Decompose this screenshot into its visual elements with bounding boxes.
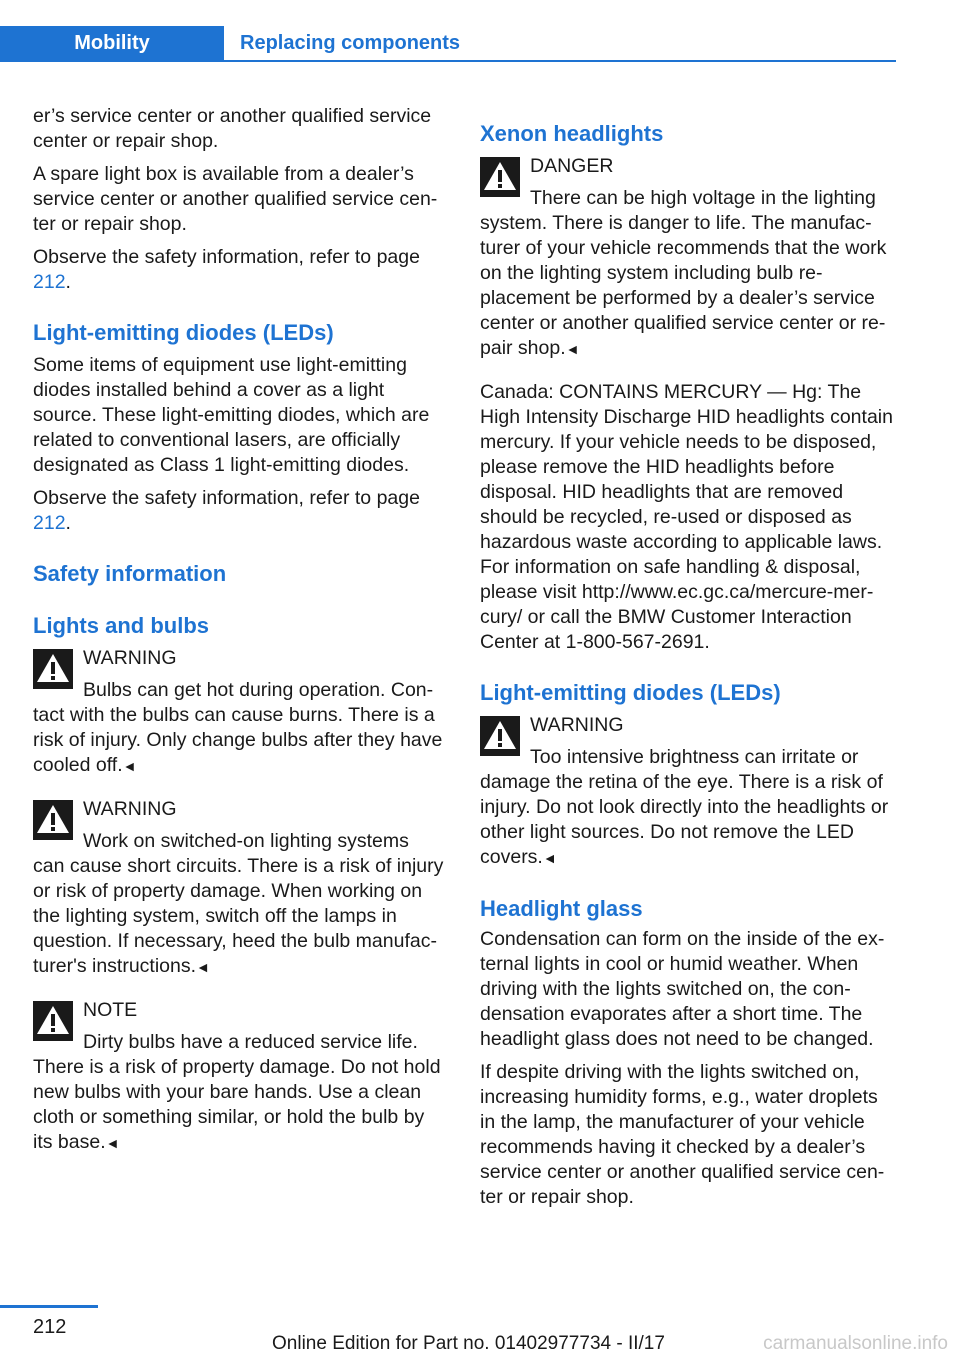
section-heading-safety: Safety information	[33, 561, 227, 586]
warning-text: Bulbs can get hot during operation. Con-	[83, 679, 434, 701]
warning-triangle-icon	[480, 157, 520, 197]
warning-text: can cause short circuits. There is a risk of injury or risk of property damage. When working on the lighting system, switch off the lamps in question. If necessary, heed the bulb manufacturer's instructions.◄	[33, 855, 444, 977]
page-link[interactable]: 212	[33, 512, 66, 534]
right-column	[480, 104, 896, 1218]
warning-block	[480, 713, 896, 871]
end-mark: ◄	[542, 850, 557, 866]
note-text: Dirty bulbs have a reduced service life.	[83, 1031, 418, 1053]
note-block	[33, 998, 449, 1156]
subsection-heading-leds: Light-emitting diodes (LEDs)	[480, 680, 781, 705]
section-heading-leds: Light-emitting diodes (LEDs)	[33, 320, 334, 345]
tab-mobility[interactable]: Mobility	[0, 26, 224, 60]
paragraph: Some items of equipment use light-emitting diodes installed behind a cover as a light source. These light-emitting diodes, which are related to conventional lasers, are officially designated as Class 1 light-emitting diodes.	[33, 354, 430, 476]
warning-label: WARNING	[83, 647, 177, 669]
paragraph: A spare light box is available from a dealer’s service center or another qualified service center or repair shop.	[33, 163, 438, 235]
warning-text: Too intensive brightness can irritate or	[530, 746, 859, 768]
footer-rule	[0, 1305, 98, 1308]
warning-text: Work on switched-on lighting systems	[83, 830, 409, 852]
danger-label: DANGER	[530, 155, 614, 177]
paragraph: If despite driving with the lights switched on, increasing humidity forms, e.g., water droplets in the lamp, the manufacturer of your vehicle recommends having it checked by a dealer’s service center or another qualified service center or repair shop.	[480, 1061, 885, 1208]
watermark: carmanualsonline.info	[763, 1333, 948, 1354]
paragraph	[33, 486, 449, 536]
text: Observe the safety information, refer to page	[33, 246, 420, 268]
end-mark: ◄	[196, 959, 210, 975]
left-column	[33, 104, 449, 1174]
subsection-heading-lights: Lights and bulbs	[33, 613, 209, 638]
paragraph	[33, 245, 449, 295]
danger-text: There can be high voltage in the lighting	[530, 187, 876, 209]
danger-text: system. There is danger to life. The manufacturer of your vehicle recommends that the work on the lighting system including bulb replacement be performed by a dealer’s service center or another qualified service center or repair shop.◄	[480, 212, 887, 359]
page-link[interactable]: 212	[33, 271, 66, 293]
warning-block	[33, 797, 449, 980]
paragraph: er’s service center or another qualified service center or repair shop.	[33, 105, 432, 152]
tab-replacing-components[interactable]: Replacing components	[240, 31, 461, 54]
danger-block	[480, 154, 896, 362]
text: .	[65, 271, 71, 293]
note-text: There is a risk of property damage. Do not hold new bulbs with your bare hands. Use a clean cloth or something similar, or hold the bulb by its base.◄	[33, 1056, 441, 1153]
page-number: 212	[33, 1316, 67, 1338]
end-mark: ◄	[565, 341, 580, 357]
warning-triangle-icon	[33, 1001, 73, 1041]
edition-line: Online Edition for Part no. 01402977734 - II/17	[272, 1333, 665, 1354]
warning-label: WARNING	[83, 798, 177, 820]
end-mark: ◄	[105, 1135, 120, 1151]
text: .	[65, 512, 71, 534]
warning-label: WARNING	[530, 714, 624, 736]
end-mark: ◄	[122, 758, 137, 774]
warning-text: damage the retina of the eye. There is a risk of injury. Do not look directly into the headlights or other light sources. Do not remove the LED covers.◄	[480, 771, 889, 868]
warning-block	[33, 646, 449, 779]
header-rule	[0, 60, 896, 62]
subsection-heading-glass: Headlight glass	[480, 896, 643, 921]
running-header	[0, 26, 896, 62]
paragraph: Condensation can form on the inside of the external lights in cool or humid weather. When driving with the lights switched on, the condensation evaporates after a short time. The headlight glass does not need to be changed.	[480, 928, 885, 1050]
warning-triangle-icon	[480, 716, 520, 756]
text: Observe the safety information, refer to page	[33, 487, 420, 509]
warning-triangle-icon	[33, 649, 73, 689]
subsection-heading-xenon: Xenon headlights	[480, 121, 664, 146]
paragraph: Canada: CONTAINS MERCURY — Hg: The High Intensity Discharge HID headlights contain mercury. If your vehicle needs to be disposed, please remove the HID headlights before disposal. HID headlights that are removed should be recycled, re-used or disposed as hazardous waste according to applicable laws. For information on safe handling & disposal, please visit http://www.ec.gc.ca/mercure-mercury/ or call the BMW Customer Interaction Center at 1-800-567-2691.	[480, 381, 893, 653]
warning-triangle-icon	[33, 800, 73, 840]
note-label: NOTE	[83, 999, 138, 1021]
warning-text: tact with the bulbs can cause burns. There is a risk of injury. Only change bulbs after they have cooled off.◄	[33, 704, 443, 776]
